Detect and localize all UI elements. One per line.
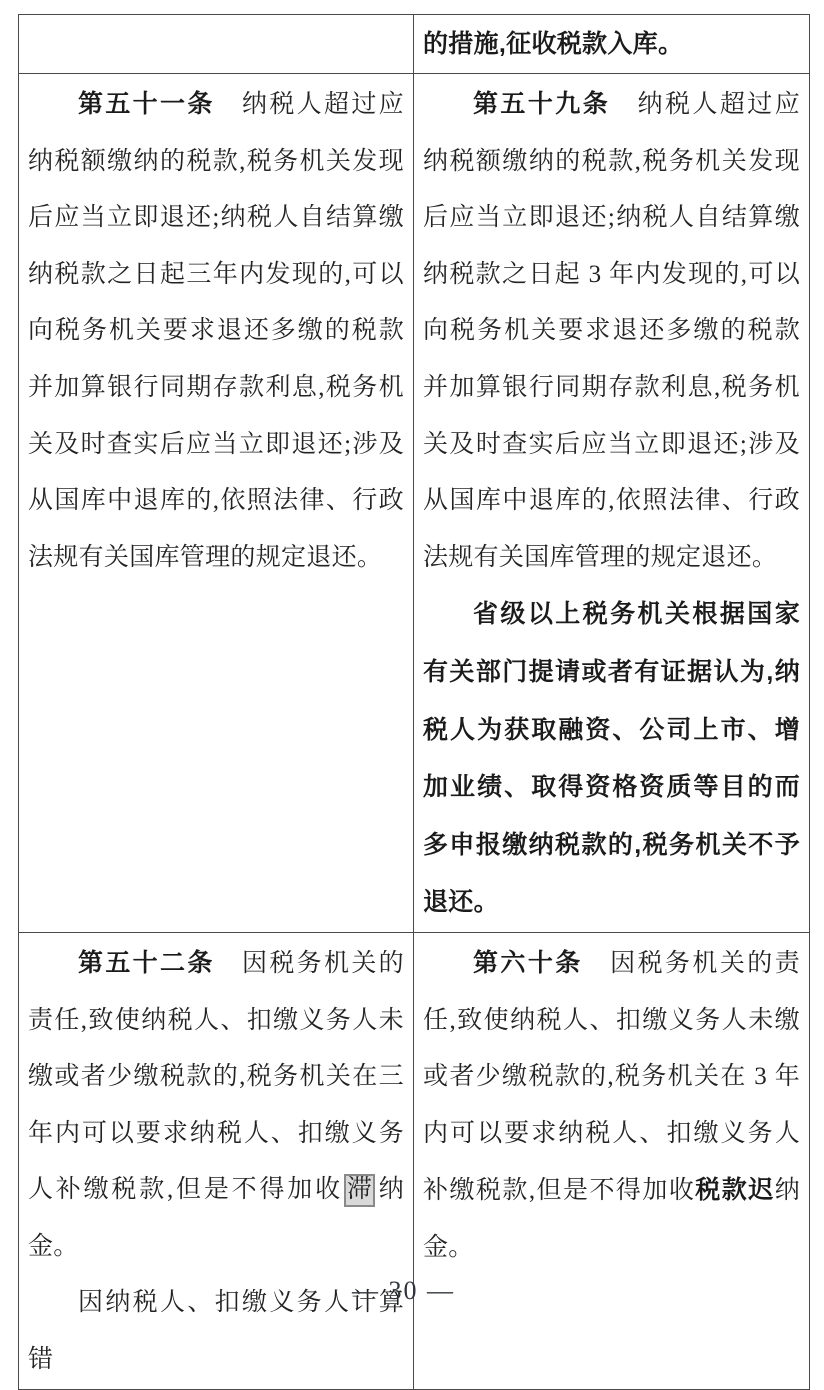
table-row bbox=[19, 932, 810, 1389]
bold-text-run: 第五十九条 bbox=[473, 90, 611, 118]
bold-text-run: 第五十二条 bbox=[78, 948, 215, 977]
paragraph bbox=[28, 76, 404, 586]
cell-new-law-continuation bbox=[414, 15, 810, 74]
text-run: 纳金。 bbox=[423, 1177, 800, 1261]
text-run: 纳金。 bbox=[28, 1176, 404, 1260]
law-comparison-table bbox=[18, 14, 810, 1390]
text-run: 纳税人超过应纳税额缴纳的税款,税务机关发现后应当立即退还;纳税人自结算缴纳税款之日起 3 年内发现的,可以向税务机关要求退还多缴的税款并加算银行同期存款利息,税务机关及时查实后应当立即退还;涉及从国库中退库的,依照法律、行政法规有关国库管理的规定退还。 bbox=[423, 91, 800, 571]
paragraph bbox=[423, 76, 800, 586]
paragraph bbox=[423, 935, 800, 1277]
page-number: — 30 — bbox=[352, 1276, 455, 1305]
highlighted-char: 滞 bbox=[344, 1174, 375, 1206]
text-run: 因税务机关的责任,致使纳税人、扣缴义务人未缴或者少缴税款的,税务机关在 3 年内可以要求纳税人、扣缴义务人补缴税款,但是不得加收 bbox=[423, 949, 801, 1205]
cell-article-59 bbox=[414, 74, 810, 933]
cell-article-60 bbox=[414, 932, 810, 1389]
bold-text-run: 省级以上税务机关根据国家有关部门提请或者有证据认为,纳税人为获取融资、公司上市、增加业绩、取得资格资质等目的而多申报缴纳税款的,税务机关不予退还。 bbox=[423, 600, 800, 917]
text-run: 因纳税人、扣缴义务人计算错 bbox=[28, 1289, 404, 1374]
paragraph bbox=[28, 935, 404, 1276]
bold-text-run: 税款迟 bbox=[695, 1176, 775, 1205]
bold-text-run: 的措施,征收税款入库。 bbox=[423, 30, 684, 58]
bold-text-run: 第五十一条 bbox=[78, 90, 215, 118]
text-run: 因税务机关的责任,致使纳税人、扣缴义务人未缴或者少缴税款的,税务机关在三年内可以要求纳税人、扣缴义务人补缴税款,但是不得加收 bbox=[28, 949, 404, 1204]
bold-text-run: 第六十条 bbox=[473, 948, 583, 977]
table-row bbox=[19, 74, 810, 933]
text-run: 纳税人超过应纳税额缴纳的税款,税务机关发现后应当立即退还;纳税人自结算缴纳税款之日起三年内发现的,可以向税务机关要求退还多缴的税款并加算银行同期存款利息,税务机关及时查实后应当立即退还;涉及从国库中退库的,依照法律、行政法规有关国库管理的规定退还。 bbox=[28, 91, 404, 571]
cell-article-51 bbox=[19, 74, 414, 933]
table-row bbox=[19, 15, 810, 74]
paragraph bbox=[423, 17, 800, 72]
paragraph bbox=[423, 586, 800, 932]
cell-old-law-continuation bbox=[19, 15, 414, 74]
cell-article-52 bbox=[19, 932, 414, 1389]
